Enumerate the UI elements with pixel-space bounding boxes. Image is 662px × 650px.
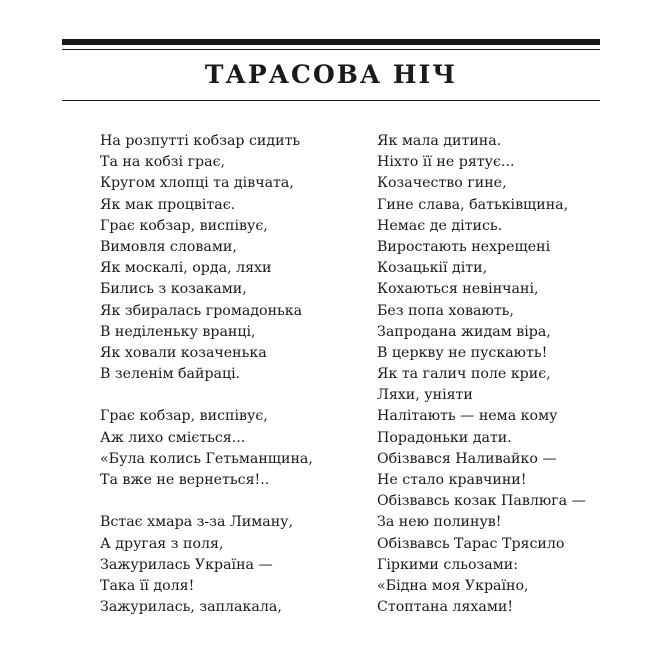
stanza-break — [100, 491, 313, 512]
poem-line: Обізвавсь козак Павлюга — — [377, 493, 586, 510]
poem-line: А другая з поля, — [100, 535, 224, 552]
poem-line: Як москалі, орда, ляхи — [100, 260, 272, 277]
poem-line: Козацькії діти, — [377, 260, 488, 277]
poem-line: Без попа ховають, — [377, 302, 514, 319]
poem-line: Кохаються невінчані, — [377, 281, 539, 298]
poem-line: За нею полинув! — [377, 514, 502, 531]
poem-line: Бились з козаками, — [100, 281, 247, 298]
poem-line: Запродана жидам віра, — [377, 323, 551, 340]
stanza-break — [100, 385, 313, 406]
poem-line: Як збиралась громадонька — [100, 302, 303, 319]
poem-line: Кругом хлопці та дівчата, — [100, 175, 294, 192]
poem-line: Така її доля! — [100, 577, 195, 594]
header-rule-thick — [62, 39, 600, 45]
poem-line: Гіркими сльозами: — [377, 556, 519, 573]
poem-line: Вимовля словами, — [100, 238, 237, 255]
poem-line: Гине слава, батьківщина, — [377, 196, 569, 213]
poem-line: Ляхи, уніяти — [377, 387, 473, 404]
poem-column-left — [100, 131, 313, 618]
poem-line: Обізвавсь Тарас Трясило — [377, 535, 565, 552]
poem-line: Як ховали козаченька — [100, 344, 267, 361]
poem-line: Зажурилась Україна — — [100, 556, 273, 573]
poem-line: В неділеньку вранці, — [100, 323, 256, 340]
poem-line: Стоптана ляхами! — [377, 599, 514, 616]
poem-line: Як та галич поле криє, — [377, 366, 551, 383]
poem-line: Порадоньки дати. — [377, 429, 512, 446]
poem-line: Обізвався Наливайко — — [377, 450, 557, 467]
poem-line: Грає кобзар, виспівує, — [100, 217, 268, 234]
poem-line: Зажурилась, заплакала, — [100, 599, 282, 616]
poem-line: Козачество гине, — [377, 175, 507, 192]
poem-line: Немає де дітись. — [377, 217, 503, 234]
poem-line: Грає кобзар, виспівує, — [100, 408, 268, 425]
poem-line: В церкву не пускають! — [377, 344, 548, 361]
header-rule-thin — [62, 49, 600, 50]
poem-line: «Бідна моя Україно, — [377, 577, 529, 594]
poem-line: Та на кобзі грає, — [100, 154, 226, 171]
poem-line: Як мала дитина. — [377, 133, 502, 149]
header-rule-bottom — [62, 100, 600, 101]
poem-line: Виростають нехрещені — [377, 238, 551, 255]
poem-line: «Була колись Гетьманщина, — [100, 450, 313, 467]
poem-line: Не стало кравчини! — [377, 472, 527, 488]
poem-column-right — [377, 131, 586, 618]
poem-line: Аж лихо сміється... — [100, 429, 246, 446]
poem-line: Налітають — нема кому — [377, 408, 558, 425]
poem-line: Та вже не вернеться!.. — [100, 472, 270, 488]
poem-line: Встає хмара з-за Лиману, — [100, 514, 294, 531]
poem-title: ТАРАСОВА НІЧ — [204, 60, 458, 89]
poem-line: Ніхто її не рятує... — [377, 154, 515, 171]
poem-line: Як мак процвітає. — [100, 196, 236, 213]
poem-line: В зеленім байраці. — [100, 366, 241, 383]
poem-line: На розпутті кобзар сидить — [100, 133, 301, 149]
